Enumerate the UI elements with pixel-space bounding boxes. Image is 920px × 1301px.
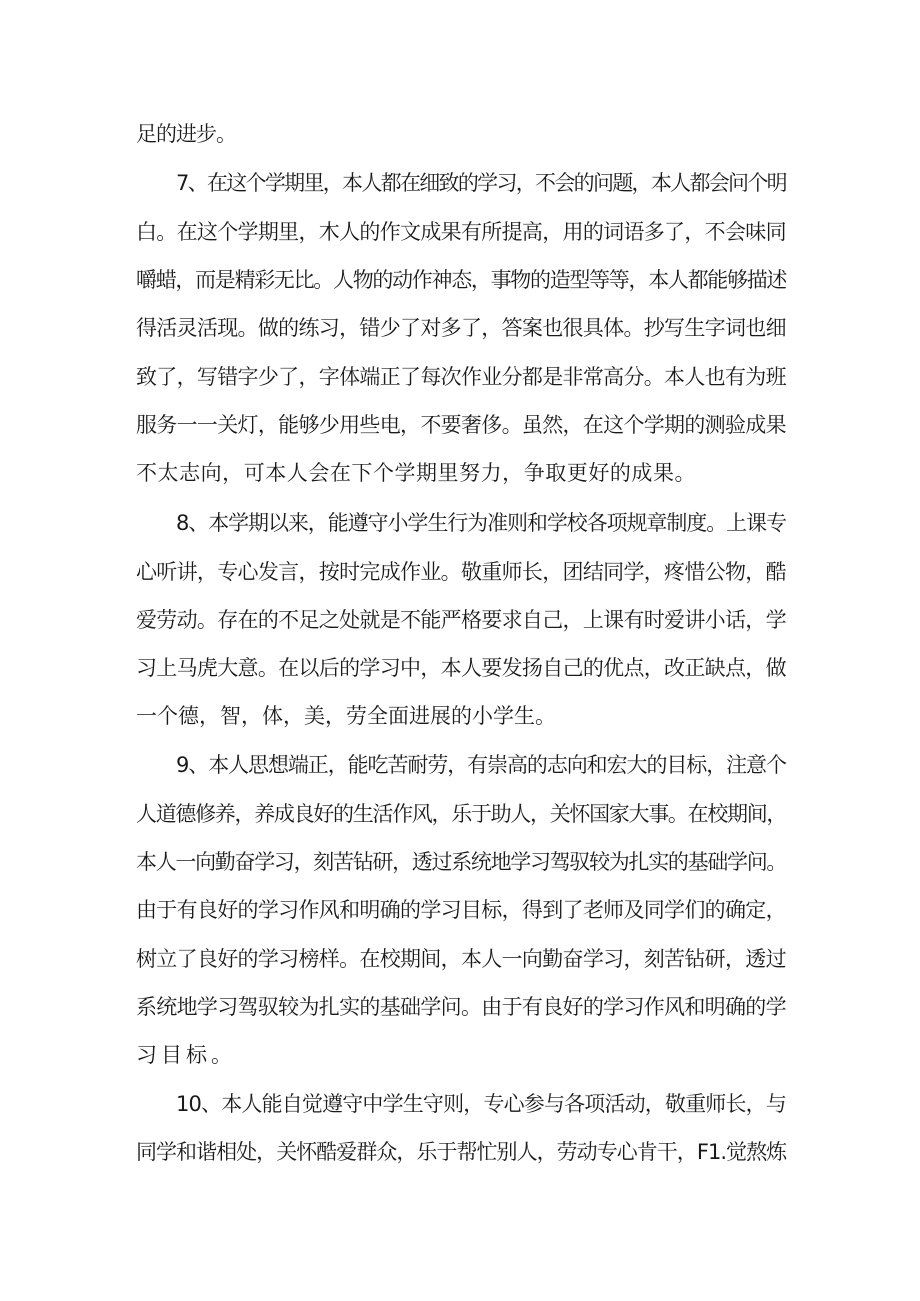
- text-line: 一个德，智，体，美，劳全面进展的小学生。: [136, 704, 556, 728]
- text-line: 习上马虎大意。在以后的学习中，本人要发扬自己的优点，改正缺点，做: [136, 656, 786, 680]
- text-line: 心听讲，专心发言，按时完成作业。敬重师长，团结同学，疼惜公物，酷: [136, 560, 786, 584]
- text-line: 10、本人能自觉遵守中学生守则，专心参与各项活动，敬重师长，与: [176, 1092, 786, 1116]
- text-line: 足的进步。: [136, 122, 236, 146]
- text-line: 白。在这个学期里，木人的作文成果有所提高，用的词语多了，不会味同: [136, 220, 786, 244]
- text-line: 8、本学期以来，能遵守小学生行为准则和学校各项规章制度。上课专: [176, 511, 786, 535]
- text-line: 嚼蜡，而是精彩无比。人物的动作神态，事物的造型等等，本人都能够描述: [136, 268, 787, 292]
- text-line: 树立了良好的学习榜样。在校期间，本人一向勤奋学习，刻苦钻研，透过: [136, 947, 786, 971]
- text-line: 服务一一关灯，能够少用些电，不要奢侈。虽然，在这个学期的测验成果: [136, 413, 786, 437]
- text-line: 得活灵活现。做的练习，错少了对多了，答案也很具体。抄写生字词也细: [136, 316, 786, 340]
- text-line: 不太志向，可本人会在下个学期里努力，争取更好的成果。: [136, 461, 697, 485]
- text-line: 同学和谐相处，关怀酷爱群众，乐于帮忙别人，劳动专心肯干，F1.觉熬炼: [136, 1140, 787, 1164]
- text-line: 本人一向勤奋学习，刻苦钻研，透过系统地学习驾驭较为扎实的基础学问。: [136, 850, 787, 874]
- text-line: 人道德修养，养成良好的生活作风，乐于助人，关怀国家大事。在校期间，: [136, 802, 787, 826]
- text-line: 9、本人思想端正，能吃苦耐劳，有崇高的志向和宏大的目标，注意个: [176, 753, 786, 777]
- text-line: 7、在这个学期里，本人都在细致的学习，不会的问题，本人都会问个明: [176, 171, 786, 195]
- text-line: 系统地学习驾驭较为扎实的基础学问。由于有良好的学习作风和明确的学: [136, 995, 786, 1019]
- text-line: 爱劳动。存在的不足之处就是不能严格要求自己，上课有时爱讲小话，学: [136, 608, 786, 632]
- text-line: 习目标。: [136, 1043, 236, 1067]
- text-line: 由于有良好的学习作风和明确的学习目标，得到了老师及同学们的确定，: [136, 898, 786, 922]
- text-line: 致了，写错字少了，字体端正了每次作业分都是非常高分。本人也有为班: [136, 365, 786, 389]
